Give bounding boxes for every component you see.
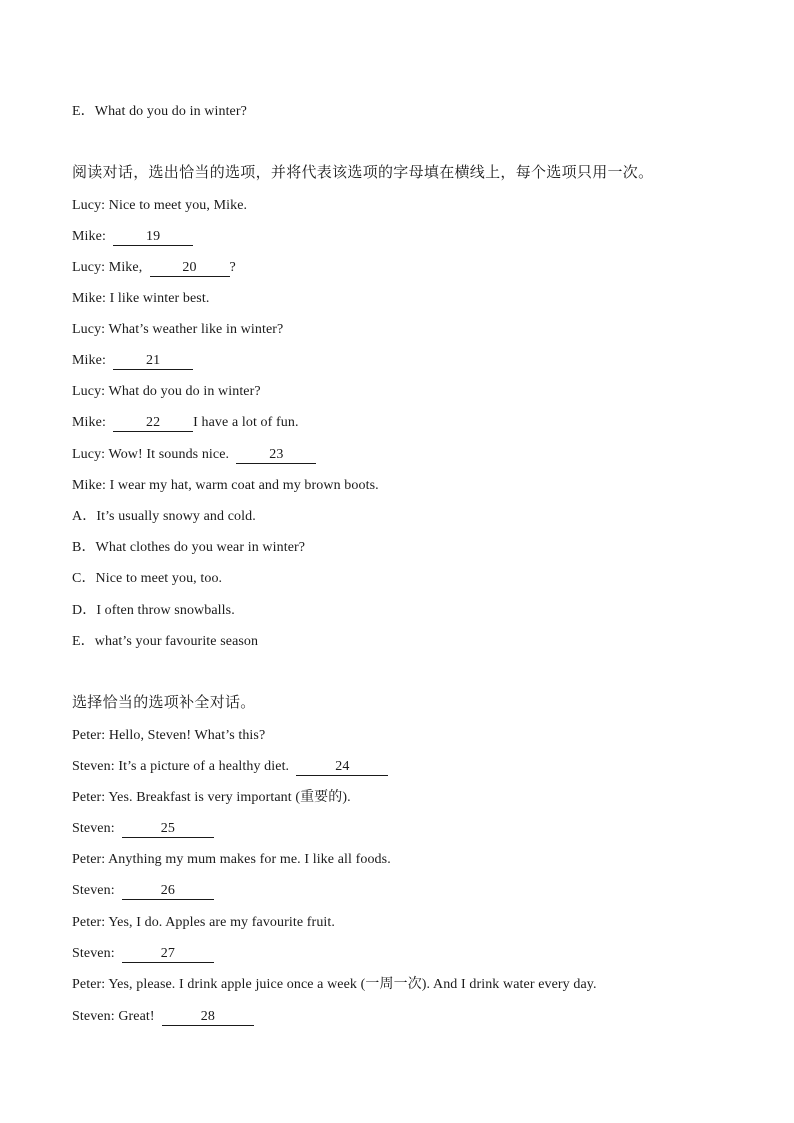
dialogue-text: Yes, I do. Apples are my favourite fruit. [108,915,335,930]
speaker: Lucy: [72,447,106,462]
dialogue-line [72,820,214,838]
dialogue-text: What do you do in winter? [108,384,261,399]
dialogue-text: Anything my mum makes for me. I like all foods. [108,852,391,867]
dialogue-text: Great! [118,1009,155,1024]
dialogue-line [72,321,283,339]
dialogue-line [72,414,299,432]
answer-blank[interactable]: 19 [113,229,193,246]
option-line [72,633,258,651]
dialogue-line [72,789,351,807]
dialogue-text: Hello, Steven! What’s this? [108,728,266,743]
option-text: what’s your favourite season [94,634,259,649]
option-text: I often throw snowballs. [96,603,235,618]
dialogue-line [72,758,388,776]
speaker: Steven: [72,883,115,898]
option-e-line [72,103,247,121]
answer-blank[interactable]: 24 [296,759,388,776]
option-text: What do you do in winter? [94,104,247,119]
dialogue-line [72,383,261,401]
answer-blank[interactable]: 23 [236,447,316,464]
option-line [72,539,305,557]
dialogue-line [72,976,597,994]
dialogue-text: What’s weather like in winter? [108,322,284,337]
answer-blank[interactable]: 20 [150,260,230,277]
option-line [72,508,256,526]
speaker: Mike: [72,415,106,430]
speaker: Mike: [72,478,106,493]
answer-blank[interactable]: 28 [162,1009,254,1026]
dialogue-text: Wow! It sounds nice. [108,447,230,462]
dialogue-line [72,259,236,277]
section-instruction: 阅读对话，选出恰当的选项，并将代表该选项的字母填在横线上，每个选项只用一次。 [72,165,654,181]
speaker: Mike: [72,229,106,244]
dialogue-text: Yes, please. I drink apple juice once a week (一周一次). And I drink water every day. [108,977,597,992]
speaker: Mike: [72,353,106,368]
option-letter: E． [72,634,95,649]
dialogue-text-after: I have a lot of fun. [193,415,299,430]
dialogue-text-after: ? [229,260,236,275]
option-letter: A． [72,509,97,524]
option-letter: D． [72,603,97,618]
answer-blank[interactable]: 25 [122,821,214,838]
speaker: Lucy: [72,198,106,213]
speaker: Lucy: [72,260,106,275]
option-line [72,602,235,620]
speaker: Lucy: [72,322,106,337]
dialogue-line [72,228,193,246]
dialogue-text: Nice to meet you, Mike. [108,198,248,213]
speaker: Steven: [72,1009,115,1024]
option-text: What clothes do you wear in winter? [95,540,306,555]
dialogue-line [72,352,193,370]
speaker: Peter: [72,852,106,867]
dialogue-text: I wear my hat, warm coat and my brown boots. [109,478,379,493]
option-letter: B． [72,540,96,555]
dialogue-line [72,477,379,495]
speaker: Steven: [72,821,115,836]
speaker: Mike: [72,291,106,306]
dialogue-line [72,914,335,932]
answer-blank[interactable]: 26 [122,883,214,900]
speaker: Peter: [72,915,106,930]
speaker: Peter: [72,977,106,992]
dialogue-line [72,446,316,464]
dialogue-line [72,290,209,308]
answer-blank[interactable]: 21 [113,353,193,370]
dialogue-text: I like winter best. [109,291,210,306]
dialogue-line [72,197,247,215]
speaker: Peter: [72,728,106,743]
dialogue-line [72,1008,254,1026]
option-line [72,570,222,588]
dialogue-line [72,851,391,869]
dialogue-text: It’s a picture of a healthy diet. [118,759,290,774]
section-instruction: 选择恰当的选项补全对话。 [72,695,256,711]
option-text: Nice to meet you, too. [95,571,223,586]
option-letter: E． [72,104,95,119]
dialogue-line [72,882,214,900]
option-letter: C． [72,571,96,586]
answer-blank[interactable]: 22 [113,415,193,432]
dialogue-text: Mike, [108,260,143,275]
speaker: Peter: [72,790,106,805]
dialogue-text: Yes. Breakfast is very important (重要的). [108,790,351,805]
answer-blank[interactable]: 27 [122,946,214,963]
option-text: It’s usually snowy and cold. [96,509,256,524]
dialogue-line [72,727,265,745]
speaker: Steven: [72,759,115,774]
dialogue-line [72,945,214,963]
speaker: Lucy: [72,384,106,399]
speaker: Steven: [72,946,115,961]
